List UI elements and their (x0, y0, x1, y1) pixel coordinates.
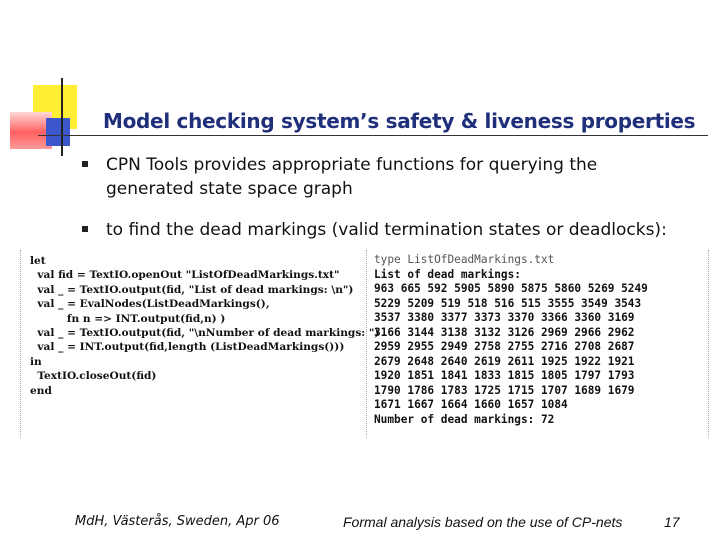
footer-subtitle: Formal analysis based on the use of CP-nets (343, 514, 623, 530)
page-number: 17 (664, 514, 680, 530)
output-line: 963 665 592 5905 5890 5875 5860 5269 5249 (374, 282, 648, 295)
bullet-marker (82, 161, 88, 167)
output-line: List of dead markings: (374, 267, 521, 281)
code-line: val _ = TextIO.output(fid, "List of dead markings: \n") (30, 283, 354, 296)
output-line: 2679 2648 2640 2619 2611 1925 1922 1921 (374, 354, 635, 368)
code-line: val _ = EvalNodes(ListDeadMarkings(), (30, 298, 270, 311)
output-line: 3166 3144 3138 3132 3126 2969 2966 2962 (374, 325, 635, 339)
code-line: val _ = TextIO.output(fid, "\nNumber of dead markings: ") (30, 327, 380, 340)
code-line: in (30, 355, 42, 368)
dead-markings-output (374, 253, 648, 427)
output-line: 1671 1667 1664 1660 1657 1084 (374, 398, 568, 411)
output-line: 2959 2955 2949 2758 2755 2716 2708 2687 (374, 340, 635, 353)
output-line: 5229 5209 519 518 516 515 3555 3549 3543 (374, 296, 642, 310)
code-line: end (30, 384, 52, 397)
blue-square-decoration (46, 118, 70, 146)
output-line: 1790 1786 1783 1725 1715 1707 1689 1679 (374, 383, 635, 397)
code-line: let (30, 255, 46, 267)
footer-venue: MdH, Västerås, Sweden, Apr 06 (75, 514, 280, 529)
output-panel-border (708, 250, 709, 438)
title-underline (38, 135, 708, 136)
bullet-text: CPN Tools provides appropriate functions for querying the generated state space graph (106, 155, 598, 199)
code-line: val _ = INT.output(fid,length (ListDeadMarkings())) (30, 341, 345, 354)
bullet-marker (82, 226, 88, 232)
output-line: 1920 1851 1841 1833 1815 1805 1797 1793 (374, 369, 635, 382)
slide-title: Model checking system’s safety & liveness properties (103, 109, 696, 133)
code-line: fn n => INT.output(fid,n) ) (30, 312, 226, 325)
bullet-text: to find the dead markings (valid termination states or deadlocks): (106, 220, 667, 240)
code-panel-border (20, 250, 21, 438)
output-line: 3537 3380 3377 3373 3370 3366 3360 3169 (374, 311, 635, 324)
output-command-line: type ListOfDeadMarkings.txt (374, 253, 555, 266)
output-body (374, 268, 648, 426)
code-line: val fid = TextIO.openOut "ListOfDeadMarkings.txt" (30, 269, 340, 282)
vertical-rule (61, 78, 63, 156)
code-line: TextIO.closeOut(fid) (30, 370, 157, 383)
output-line: Number of dead markings: 72 (374, 412, 555, 426)
sml-code-block (30, 254, 379, 398)
